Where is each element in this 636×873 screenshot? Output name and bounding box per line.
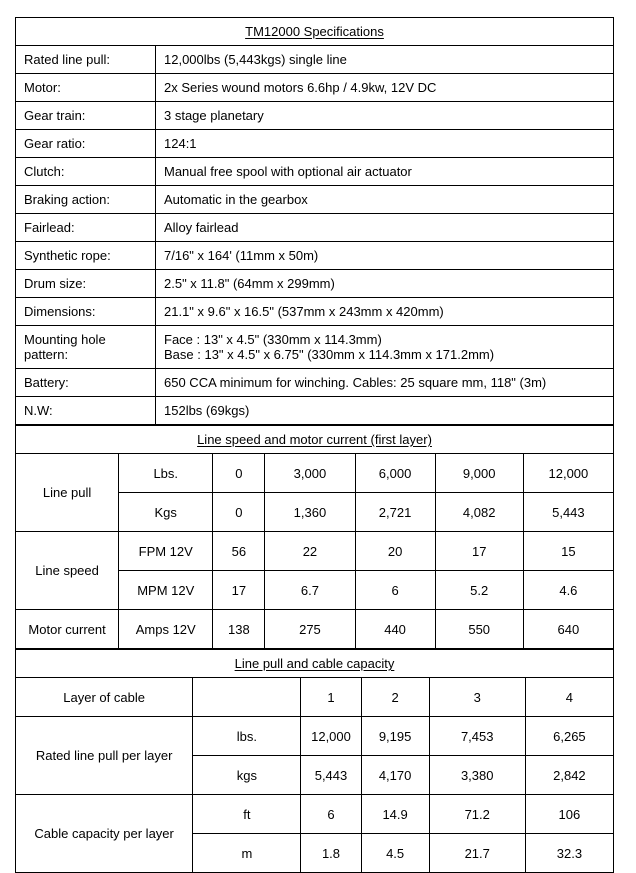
empty-cell xyxy=(193,678,301,717)
data-cell: 4,170 xyxy=(361,756,429,795)
spec-label: Dimensions: xyxy=(16,298,156,326)
table-row xyxy=(16,214,614,242)
group-label-motor-current: Motor current xyxy=(16,610,119,649)
table-row-mounting-hole-pattern xyxy=(16,326,614,369)
table-row xyxy=(16,532,614,571)
data-cell: 3,380 xyxy=(429,756,525,795)
data-cell: 1,360 xyxy=(265,493,355,532)
page-title-text: TM12000 Specifications xyxy=(245,24,384,39)
data-cell: 440 xyxy=(355,610,435,649)
data-cell: 71.2 xyxy=(429,795,525,834)
data-cell: 138 xyxy=(213,610,265,649)
data-cell: 0 xyxy=(213,493,265,532)
spec-label: Gear train: xyxy=(16,102,156,130)
column-header-layer: 3 xyxy=(429,678,525,717)
spec-value-mounting xyxy=(156,326,614,369)
spec-value: Automatic in the gearbox xyxy=(156,186,614,214)
spec-value: 7/16" x 164' (11mm x 50m) xyxy=(156,242,614,270)
section-heading-text: Line speed and motor current (first layer) xyxy=(197,432,432,447)
spec-value: Alloy fairlead xyxy=(156,214,614,242)
group-label-cable-capacity-per-layer: Cable capacity per layer xyxy=(16,795,193,873)
spec-label: Braking action: xyxy=(16,186,156,214)
unit-label: Amps 12V xyxy=(119,610,213,649)
data-cell: 5,443 xyxy=(523,493,613,532)
layer-of-cable-label: Layer of cable xyxy=(16,678,193,717)
data-cell: 17 xyxy=(435,532,523,571)
spec-label: Rated line pull: xyxy=(16,46,156,74)
table-row xyxy=(16,46,614,74)
spec-label: N.W: xyxy=(16,397,156,425)
group-label-line-speed: Line speed xyxy=(16,532,119,610)
spec-value: 2x Series wound motors 6.6hp / 4.9kw, 12V DC xyxy=(156,74,614,102)
table-row xyxy=(16,717,614,756)
spec-value: 152lbs (69kgs) xyxy=(156,397,614,425)
table-row xyxy=(16,795,614,834)
data-cell: 6.7 xyxy=(265,571,355,610)
mounting-label-line1: Mounting hole xyxy=(24,332,106,347)
data-cell: 550 xyxy=(435,610,523,649)
unit-label: lbs. xyxy=(193,717,301,756)
section-heading xyxy=(16,426,614,454)
table-row-header xyxy=(16,678,614,717)
table-row xyxy=(16,242,614,270)
table-row xyxy=(16,158,614,186)
data-cell: 6,265 xyxy=(525,717,613,756)
mounting-value-face: Face : 13" x 4.5" (330mm x 114.3mm) xyxy=(164,332,382,347)
spec-label: Battery: xyxy=(16,369,156,397)
specifications-table xyxy=(15,17,614,425)
table-row xyxy=(16,610,614,649)
table-row xyxy=(16,298,614,326)
unit-label: MPM 12V xyxy=(119,571,213,610)
data-cell: 56 xyxy=(213,532,265,571)
spec-value: 12,000lbs (5,443kgs) single line xyxy=(156,46,614,74)
cable-capacity-table xyxy=(15,649,614,873)
spec-label: Fairlead: xyxy=(16,214,156,242)
table-row xyxy=(16,270,614,298)
table-row xyxy=(16,186,614,214)
section-heading-text: Line pull and cable capacity xyxy=(234,656,395,671)
cable-capacity-section-heading-row xyxy=(16,650,614,678)
page-title xyxy=(16,18,614,46)
data-cell: 9,000 xyxy=(435,454,523,493)
data-cell: 3,000 xyxy=(265,454,355,493)
table-row xyxy=(16,397,614,425)
unit-label: ft xyxy=(193,795,301,834)
data-cell: 12,000 xyxy=(301,717,361,756)
data-cell: 7,453 xyxy=(429,717,525,756)
spec-label: Motor: xyxy=(16,74,156,102)
data-cell: 4.5 xyxy=(361,834,429,873)
data-cell: 32.3 xyxy=(525,834,613,873)
data-cell: 9,195 xyxy=(361,717,429,756)
table-row xyxy=(16,130,614,158)
document-title-row xyxy=(16,18,614,46)
spec-label: Gear ratio: xyxy=(16,130,156,158)
data-cell: 5,443 xyxy=(301,756,361,795)
data-cell: 6,000 xyxy=(355,454,435,493)
data-cell: 1.8 xyxy=(301,834,361,873)
data-cell: 2,842 xyxy=(525,756,613,795)
data-cell: 6 xyxy=(301,795,361,834)
table-row xyxy=(16,369,614,397)
mounting-label-line2: pattern: xyxy=(24,347,69,362)
data-cell: 640 xyxy=(523,610,613,649)
data-cell: 12,000 xyxy=(523,454,613,493)
data-cell: 2,721 xyxy=(355,493,435,532)
spec-value: 650 CCA minimum for winching. Cables: 25 square mm, 118" (3m) xyxy=(156,369,614,397)
data-cell: 106 xyxy=(525,795,613,834)
data-cell: 15 xyxy=(523,532,613,571)
column-header-layer: 2 xyxy=(361,678,429,717)
line-speed-section-heading-row xyxy=(16,426,614,454)
spec-label: Clutch: xyxy=(16,158,156,186)
spec-value: 2.5" x 11.8" (64mm x 299mm) xyxy=(156,270,614,298)
data-cell: 0 xyxy=(213,454,265,493)
data-cell: 22 xyxy=(265,532,355,571)
table-row xyxy=(16,74,614,102)
column-header-layer: 4 xyxy=(525,678,613,717)
table-row xyxy=(16,102,614,130)
spec-value: 21.1" x 9.6" x 16.5" (537mm x 243mm x 420mm) xyxy=(156,298,614,326)
group-label-line-pull: Line pull xyxy=(16,454,119,532)
unit-label: Lbs. xyxy=(119,454,213,493)
spec-label: Drum size: xyxy=(16,270,156,298)
mounting-value-base: Base : 13" x 4.5" x 6.75" (330mm x 114.3mm x 171.2mm) xyxy=(164,347,495,362)
unit-label: m xyxy=(193,834,301,873)
spec-label: Synthetic rope: xyxy=(16,242,156,270)
data-cell: 275 xyxy=(265,610,355,649)
spec-value: 124:1 xyxy=(156,130,614,158)
data-cell: 14.9 xyxy=(361,795,429,834)
data-cell: 21.7 xyxy=(429,834,525,873)
data-cell: 17 xyxy=(213,571,265,610)
unit-label: FPM 12V xyxy=(119,532,213,571)
unit-label: Kgs xyxy=(119,493,213,532)
unit-label: kgs xyxy=(193,756,301,795)
line-speed-table xyxy=(15,425,614,649)
data-cell: 5.2 xyxy=(435,571,523,610)
data-cell: 20 xyxy=(355,532,435,571)
section-heading xyxy=(16,650,614,678)
spec-value: Manual free spool with optional air actuator xyxy=(156,158,614,186)
column-header-layer: 1 xyxy=(301,678,361,717)
spec-value: 3 stage planetary xyxy=(156,102,614,130)
data-cell: 6 xyxy=(355,571,435,610)
data-cell: 4.6 xyxy=(523,571,613,610)
spec-label-mounting xyxy=(16,326,156,369)
group-label-rated-line-pull-per-layer: Rated line pull per layer xyxy=(16,717,193,795)
table-row xyxy=(16,454,614,493)
data-cell: 4,082 xyxy=(435,493,523,532)
